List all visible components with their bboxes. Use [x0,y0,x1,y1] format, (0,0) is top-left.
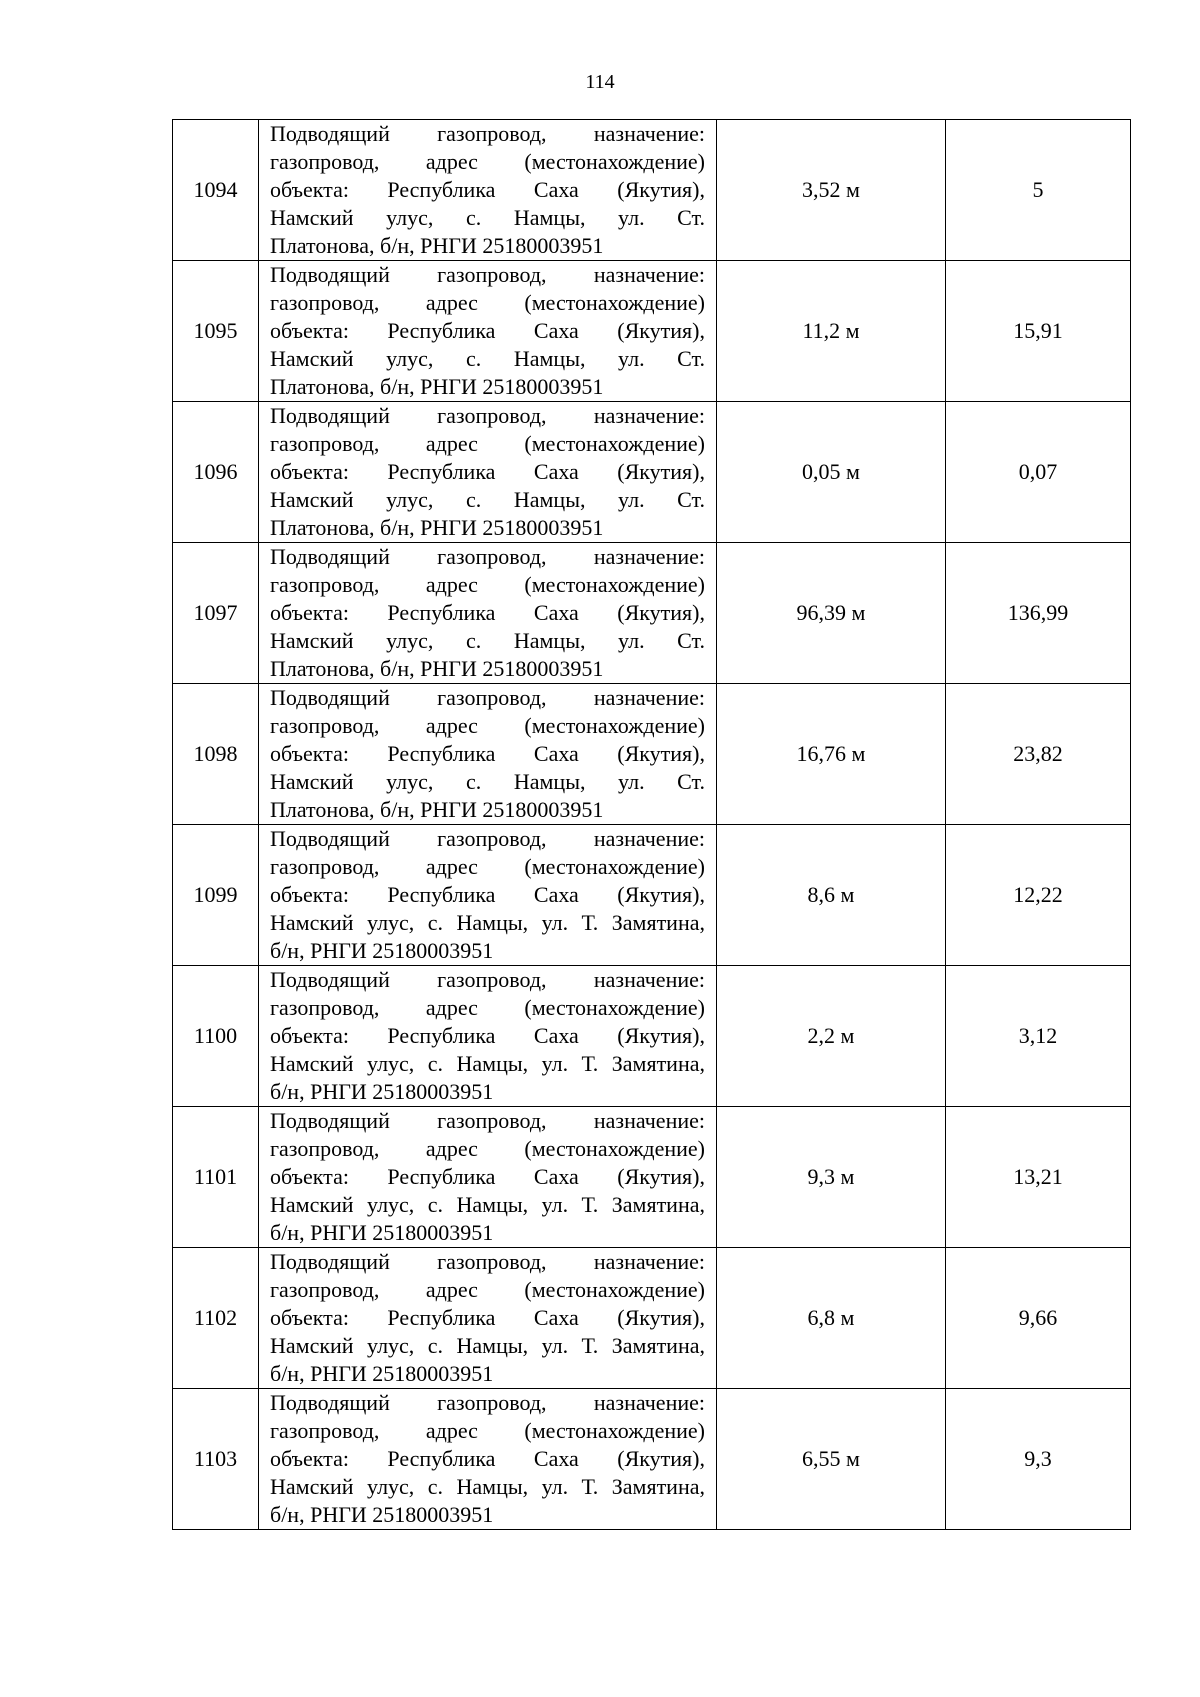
length-cell: 11,2 м [717,261,946,402]
value-cell: 136,99 [946,543,1131,684]
object-description-cell [259,402,717,543]
row-number-cell: 1097 [173,543,259,684]
description-line: газопровод, адрес (местонахождение) [270,572,705,597]
value-cell: 23,82 [946,684,1131,825]
description-line: объекта: Республика Саха (Якутия), [270,1446,705,1471]
row-number-cell: 1095 [173,261,259,402]
description-line: объекта: Республика Саха (Якутия), [270,1305,705,1330]
table-row [173,825,1131,966]
page-number: 114 [585,71,615,93]
length-cell: 2,2 м [717,966,946,1107]
description-line: Намский улус, с. Намцы, ул. Т. Замятина, [270,1474,705,1499]
description-line: б/н, РНГИ 25180003951 [270,1502,494,1527]
description-line: объекта: Республика Саха (Якутия), [270,741,705,766]
description-line: Платонова, б/н, РНГИ 25180003951 [270,233,604,258]
table-row [173,1389,1131,1530]
row-number-cell: 1096 [173,402,259,543]
row-number-cell: 1101 [173,1107,259,1248]
table-row [173,402,1131,543]
value-cell: 9,3 [946,1389,1131,1530]
description-line: Подводящий газопровод, назначение: [270,1249,705,1274]
description-line: Платонова, б/н, РНГИ 25180003951 [270,656,604,681]
row-number-cell: 1098 [173,684,259,825]
length-cell: 0,05 м [717,402,946,543]
description-line: б/н, РНГИ 25180003951 [270,1079,494,1104]
description-line: Подводящий газопровод, назначение: [270,826,705,851]
description-line: объекта: Республика Саха (Якутия), [270,1023,705,1048]
description-line: б/н, РНГИ 25180003951 [270,1220,494,1245]
description-line: газопровод, адрес (местонахождение) [270,1418,705,1443]
table-row [173,684,1131,825]
row-number-cell: 1103 [173,1389,259,1530]
description-line: объекта: Республика Саха (Якутия), [270,459,705,484]
description-line: Подводящий газопровод, назначение: [270,403,705,428]
description-line: Платонова, б/н, РНГИ 25180003951 [270,515,604,540]
row-number-cell: 1100 [173,966,259,1107]
description-line: Намский улус, с. Намцы, ул. Ст. [270,769,705,794]
description-line: Подводящий газопровод, назначение: [270,262,705,287]
object-description-cell [259,966,717,1107]
description-line: объекта: Республика Саха (Якутия), [270,318,705,343]
length-cell: 8,6 м [717,825,946,966]
description-line: б/н, РНГИ 25180003951 [270,1361,494,1386]
row-number-cell: 1099 [173,825,259,966]
value-cell: 15,91 [946,261,1131,402]
table-row [173,543,1131,684]
value-cell: 9,66 [946,1248,1131,1389]
object-description-cell [259,1389,717,1530]
description-line: Подводящий газопровод, назначение: [270,544,705,569]
object-description-cell [259,825,717,966]
value-cell: 0,07 [946,402,1131,543]
length-cell: 16,76 м [717,684,946,825]
table-row [173,1248,1131,1389]
value-cell: 13,21 [946,1107,1131,1248]
length-cell: 3,52 м [717,120,946,261]
description-line: Намский улус, с. Намцы, ул. Ст. [270,346,705,371]
description-line: газопровод, адрес (местонахождение) [270,1136,705,1161]
description-line: объекта: Республика Саха (Якутия), [270,1164,705,1189]
value-cell: 12,22 [946,825,1131,966]
description-line: Намский улус, с. Намцы, ул. Т. Замятина, [270,1051,705,1076]
object-description-cell [259,1248,717,1389]
description-line: газопровод, адрес (местонахождение) [270,995,705,1020]
description-line: Намский улус, с. Намцы, ул. Ст. [270,628,705,653]
description-line: Подводящий газопровод, назначение: [270,121,705,146]
description-line: Подводящий газопровод, назначение: [270,967,705,992]
table-row [173,966,1131,1107]
description-line: Подводящий газопровод, назначение: [270,1108,705,1133]
row-number-cell: 1094 [173,120,259,261]
description-line: Намский улус, с. Намцы, ул. Ст. [270,205,705,230]
description-line: Платонова, б/н, РНГИ 25180003951 [270,797,604,822]
length-cell: 96,39 м [717,543,946,684]
description-line: объекта: Республика Саха (Якутия), [270,882,705,907]
object-description-cell [259,684,717,825]
description-line: Платонова, б/н, РНГИ 25180003951 [270,374,604,399]
description-line: Подводящий газопровод, назначение: [270,685,705,710]
description-line: газопровод, адрес (местонахождение) [270,854,705,879]
description-line: объекта: Республика Саха (Якутия), [270,600,705,625]
object-description-cell [259,120,717,261]
description-line: газопровод, адрес (местонахождение) [270,713,705,738]
value-cell: 5 [946,120,1131,261]
table-row [173,1107,1131,1248]
description-line: б/н, РНГИ 25180003951 [270,938,494,963]
description-line: газопровод, адрес (местонахождение) [270,1277,705,1302]
description-line: газопровод, адрес (местонахождение) [270,431,705,456]
object-description-cell [259,261,717,402]
description-line: Намский улус, с. Намцы, ул. Т. Замятина, [270,1333,705,1358]
object-description-cell [259,543,717,684]
description-line: Намский улус, с. Намцы, ул. Т. Замятина, [270,910,705,935]
description-line: газопровод, адрес (местонахождение) [270,290,705,315]
register-table-body [173,120,1131,1530]
length-cell: 6,55 м [717,1389,946,1530]
row-number-cell: 1102 [173,1248,259,1389]
description-line: Намский улус, с. Намцы, ул. Ст. [270,487,705,512]
description-line: Подводящий газопровод, назначение: [270,1390,705,1415]
object-description-cell [259,1107,717,1248]
description-line: газопровод, адрес (местонахождение) [270,149,705,174]
table-row [173,261,1131,402]
length-cell: 6,8 м [717,1248,946,1389]
length-cell: 9,3 м [717,1107,946,1248]
value-cell: 3,12 [946,966,1131,1107]
table-row [173,120,1131,261]
description-line: Намский улус, с. Намцы, ул. Т. Замятина, [270,1192,705,1217]
description-line: объекта: Республика Саха (Якутия), [270,177,705,202]
register-table [172,119,1131,1530]
